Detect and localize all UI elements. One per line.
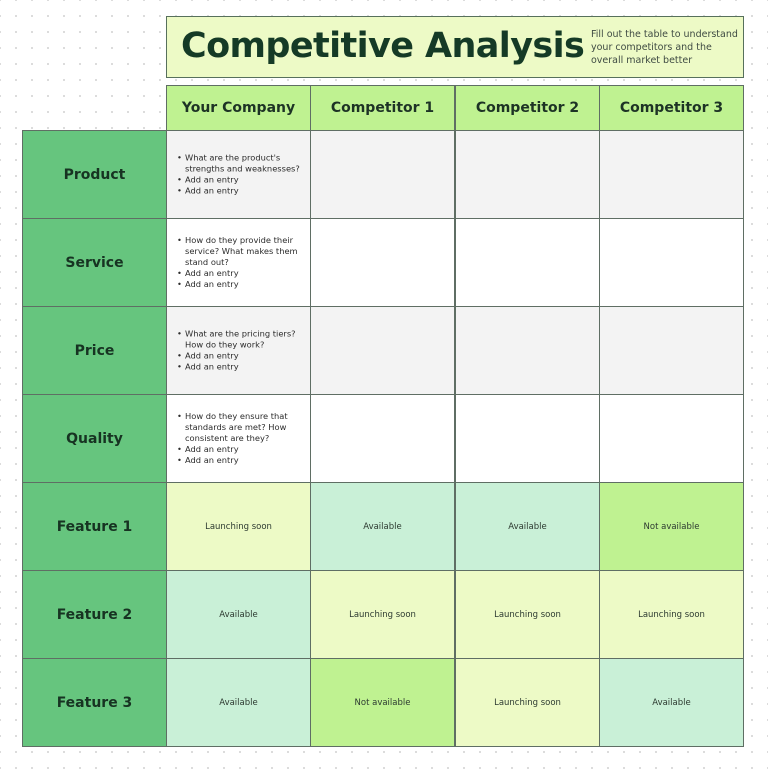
- status-label: Launching soon: [205, 521, 272, 532]
- status-cell[interactable]: [310, 482, 455, 571]
- table-cell[interactable]: [166, 394, 311, 483]
- bullet-list: [177, 152, 304, 197]
- status-label: Available: [652, 697, 691, 708]
- row-header-quality: [22, 394, 167, 483]
- status-label: Launching soon: [494, 697, 561, 708]
- table-cell[interactable]: [166, 306, 311, 395]
- table-cell[interactable]: [455, 130, 600, 219]
- status-label: Launching soon: [494, 609, 561, 620]
- column-header-label: Your Company: [181, 100, 296, 116]
- table-cell[interactable]: [310, 306, 455, 395]
- table-cell[interactable]: [455, 218, 600, 307]
- bullet-list: [177, 234, 304, 290]
- table-cell[interactable]: [599, 218, 744, 307]
- status-label: Available: [219, 609, 258, 620]
- row-header-feature-3: [22, 658, 167, 747]
- row-header-label: Feature 3: [56, 694, 133, 711]
- row-header-label: Price: [74, 342, 115, 359]
- row-header-feature-1: [22, 482, 167, 571]
- row-header-service: [22, 218, 167, 307]
- status-cell[interactable]: [310, 658, 455, 747]
- page-subtitle: Fill out the table to understand your competitors and the overall market better: [591, 29, 738, 66]
- list-item: • How do they provide their service? What makes them stand out?: [177, 234, 304, 268]
- status-label: Launching soon: [349, 609, 416, 620]
- status-cell[interactable]: [599, 482, 744, 571]
- row-header-label: Feature 2: [56, 606, 133, 623]
- list-item[interactable]: • Add an entry: [177, 444, 304, 455]
- column-header-your-company: [166, 85, 311, 131]
- row-header-label: Product: [63, 166, 126, 183]
- list-item[interactable]: • Add an entry: [177, 268, 304, 279]
- status-cell[interactable]: [166, 658, 311, 747]
- list-item[interactable]: • Add an entry: [177, 279, 304, 290]
- row-header-product: [22, 130, 167, 219]
- status-cell[interactable]: [599, 570, 744, 659]
- list-item[interactable]: • Add an entry: [177, 455, 304, 466]
- row-header-label: Feature 1: [56, 518, 133, 535]
- column-header-competitor-2: [455, 85, 600, 131]
- status-label: Available: [219, 697, 258, 708]
- status-cell[interactable]: [166, 570, 311, 659]
- list-item[interactable]: • Add an entry: [177, 362, 304, 373]
- page-title: Competitive Analysis: [181, 26, 585, 66]
- status-cell[interactable]: [455, 570, 600, 659]
- status-cell[interactable]: [599, 658, 744, 747]
- list-item: • How do they ensure that standards are met? How consistent are they?: [177, 410, 304, 444]
- table-cell[interactable]: [599, 394, 744, 483]
- table-cell[interactable]: [166, 130, 311, 219]
- table-cell[interactable]: [310, 130, 455, 219]
- row-header-label: Quality: [66, 430, 123, 447]
- status-label: Launching soon: [638, 609, 705, 620]
- status-cell[interactable]: [166, 482, 311, 571]
- list-item: • What are the product's strengths and weaknesses?: [177, 152, 304, 174]
- status-label: Not available: [354, 697, 411, 708]
- table-cell[interactable]: [599, 130, 744, 219]
- list-item[interactable]: • Add an entry: [177, 175, 304, 186]
- table-cell[interactable]: [455, 306, 600, 395]
- table-cell[interactable]: [310, 394, 455, 483]
- table-cell[interactable]: [455, 394, 600, 483]
- status-label: Not available: [643, 521, 700, 532]
- column-header-competitor-1: [310, 85, 455, 131]
- column-header-label: Competitor 2: [475, 100, 580, 116]
- table-cell[interactable]: [310, 218, 455, 307]
- row-header-price: [22, 306, 167, 395]
- column-header-label: Competitor 1: [330, 100, 435, 116]
- table-cell[interactable]: [166, 218, 311, 307]
- list-item[interactable]: • Add an entry: [177, 351, 304, 362]
- bullet-list: [177, 410, 304, 466]
- status-label: Available: [508, 521, 547, 532]
- row-header-label: Service: [65, 254, 124, 271]
- column-header-competitor-3: [599, 85, 744, 131]
- status-cell[interactable]: [455, 658, 600, 747]
- row-header-feature-2: [22, 570, 167, 659]
- list-item[interactable]: • Add an entry: [177, 186, 304, 197]
- list-item: • What are the pricing tiers? How do they work?: [177, 328, 304, 350]
- table-cell[interactable]: [599, 306, 744, 395]
- status-cell[interactable]: [310, 570, 455, 659]
- status-cell[interactable]: [455, 482, 600, 571]
- column-header-label: Competitor 3: [619, 100, 724, 116]
- bullet-list: [177, 328, 304, 373]
- status-label: Available: [363, 521, 402, 532]
